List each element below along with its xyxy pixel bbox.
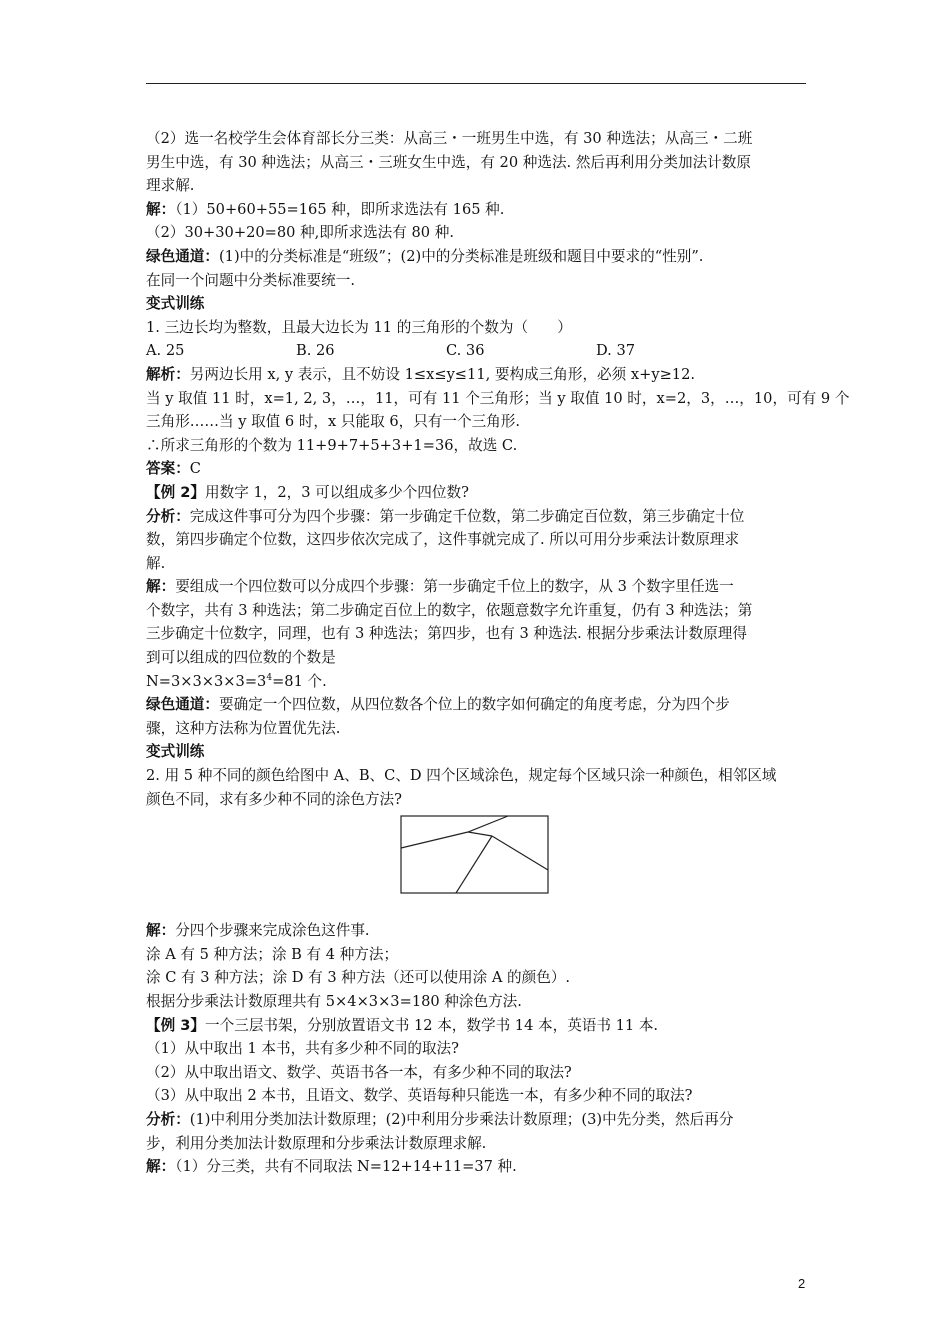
- diagram-line-ab: [401, 816, 508, 848]
- region-diagram-svg: [400, 815, 550, 895]
- text-line: （1）从中取出 1 本书，共有多少种不同的取法?: [146, 1040, 459, 1058]
- text-line: （2）选一名校学生会体育部长分三类：从高三・一班男生中选，有 30 种选法；从高三・二班: [146, 130, 753, 147]
- solution-label: 解：: [146, 578, 176, 596]
- solution-line: [146, 198, 810, 222]
- solution-text: 分四个步骤来完成涂色这件事.: [175, 922, 370, 940]
- analysis-label: 解析：: [146, 365, 190, 383]
- text-line: 数，第四步确定个位数，这四步依次完成了，这件事就完成了. 所以可用分步乘法计数原理求: [146, 531, 740, 549]
- text-line: 根据分步乘法计数原理共有 5×4×3×3=180 种涂色方法.: [146, 993, 522, 1010]
- analysis-line: [146, 363, 810, 387]
- document-body: [146, 127, 850, 1179]
- green-channel-label: 绿色通道：: [146, 696, 219, 714]
- formula-line: [146, 670, 810, 694]
- diagram-line-cd: [456, 836, 492, 893]
- diagram-line-bd: [492, 836, 548, 870]
- analysis-line: [146, 1108, 810, 1132]
- green-channel-text: (1)中的分类标准是“班级”；(2)中的分类标准是班级和题目中要求的“性别”.: [218, 247, 704, 265]
- options-row: [146, 339, 810, 363]
- page-number: 2: [798, 1276, 806, 1291]
- solution-label: 解：: [146, 1158, 176, 1176]
- text-line: 涂 A 有 5 种方法；涂 B 有 4 种方法；: [146, 945, 399, 963]
- text-line: （2）从中取出语文、数学、英语书各一本，有多少种不同的取法?: [146, 1063, 572, 1081]
- example-label: 【例 2】: [146, 483, 206, 501]
- text-line: 男生中选，有 30 种选法；从高三・三班女生中选，有 20 种选法. 然后再利用分类加法计数原: [146, 153, 751, 171]
- solution-label: 解：: [146, 922, 176, 940]
- question-line: 2. 用 5 种不同的颜色给图中 A、B、C、D 四个区域涂色，规定每个区域只涂一种颜色，相邻区域: [146, 767, 777, 785]
- solution-line: [146, 1155, 810, 1179]
- section-heading: 变式训练: [146, 295, 205, 313]
- example-text: 一个三层书架，分别放置语文书 12 本，数学书 14 本，英语书 11 本.: [205, 1016, 659, 1034]
- analysis-text: 完成这件事可分为四个步骤：第一步确定千位数，第二步确定百位数，第三步确定十位: [189, 507, 745, 525]
- diagram-border: [401, 816, 548, 893]
- option-d: D. 37: [596, 342, 636, 360]
- example-label: 【例 3】: [146, 1016, 206, 1034]
- analysis-label: 分析：: [146, 1110, 190, 1128]
- example-line: [146, 481, 810, 505]
- text-line: 涂 C 有 3 种方法；涂 D 有 3 种方法（还可以使用涂 A 的颜色）.: [146, 969, 571, 987]
- diagram-line-bc: [468, 832, 492, 836]
- solution-line: [146, 575, 810, 599]
- answer-label: 答案：: [146, 460, 190, 478]
- answer-text: C: [189, 460, 201, 478]
- text-line: 解.: [146, 554, 166, 572]
- text-line: 理求解.: [146, 177, 195, 195]
- formula-exponent: 4: [266, 672, 273, 683]
- option-c: C. 36: [446, 342, 485, 360]
- analysis-line: [146, 505, 810, 529]
- solution-line: （2）30+30+20=80 种,即所求选法有 80 种.: [146, 224, 454, 242]
- solution-text: 要组成一个四位数可以分成四个步骤：第一步确定千位上的数字，从 3 个数字里任选一: [175, 578, 734, 596]
- analysis-text: (1)中利用分类加法计数原理；(2)中利用分步乘法计数原理；(3)中先分类，然后再分: [189, 1110, 734, 1128]
- section-heading: 变式训练: [146, 743, 205, 761]
- answer-line: [146, 457, 810, 481]
- analysis-label: 分析：: [146, 507, 190, 525]
- text-line: 到可以组成的四位数的个数是: [146, 649, 336, 667]
- header-rule: [146, 83, 806, 84]
- analysis-text: 另两边长用 x, y 表示，且不妨设 1≤x≤y≤11, 要构成三角形，必须 x+y≥12.: [189, 365, 696, 383]
- example-line: [146, 1014, 810, 1038]
- green-channel-line: [146, 245, 810, 269]
- question-line: 1. 三边长均为整数，且最大边长为 11 的三角形的个数为（ ）: [146, 318, 572, 336]
- solution-label: 解：: [146, 200, 176, 218]
- text-line: 当 y 取值 11 时，x=1, 2, 3，…，11，可有 11 个三角形；当 y 取值 10 时，x=2，3，…，10，可有 9 个: [146, 389, 850, 407]
- option-a: A. 25: [146, 342, 185, 360]
- text-line: 步，利用分类加法计数原理和分步乘法计数原理求解.: [146, 1134, 487, 1152]
- text-line: 三步确定十位数字，同理，也有 3 种选法；第四步，也有 3 种选法. 根据分步乘法计数原理得: [146, 625, 747, 643]
- green-channel-line: [146, 693, 810, 717]
- text-line: ∴所求三角形的个数为 11+9+7+5+3+1=36，故选 C.: [146, 436, 518, 454]
- text-line: 个数字，共有 3 种选法；第二步确定百位上的数字，依题意数字允许重复，仍有 3 种选法；第: [146, 601, 753, 619]
- option-b: B. 26: [296, 342, 335, 360]
- formula-text: N=3×3×3×3=3: [146, 672, 267, 690]
- solution-line: [146, 919, 810, 943]
- green-channel-label: 绿色通道：: [146, 247, 219, 265]
- text-line: 三角形……当 y 取值 6 时，x 只能取 6，只有一个三角形.: [146, 413, 520, 431]
- text-line: （3）从中取出 2 本书，且语文、数学、英语每种只能选一本，有多少种不同的取法?: [146, 1087, 693, 1105]
- example-text: 用数字 1，2，3 可以组成多少个四位数?: [205, 483, 469, 501]
- formula-result: =81 个.: [272, 672, 327, 690]
- green-channel-text: 要确定一个四位数，从四位数各个位上的数字如何确定的角度考虑，分为四个步: [218, 696, 730, 714]
- text-line: 在同一个问题中分类标准要统一.: [146, 271, 355, 289]
- text-line: 骤，这种方法称为位置优先法.: [146, 719, 341, 737]
- text-line: 颜色不同，求有多少种不同的涂色方法?: [146, 790, 402, 808]
- solution-text: （1）50+60+55=165 种，即所求选法有 165 种.: [175, 200, 505, 218]
- solution-text: （1）分三类，共有不同取法 N=12+14+11=37 种.: [175, 1158, 517, 1176]
- region-diagram: [146, 815, 810, 913]
